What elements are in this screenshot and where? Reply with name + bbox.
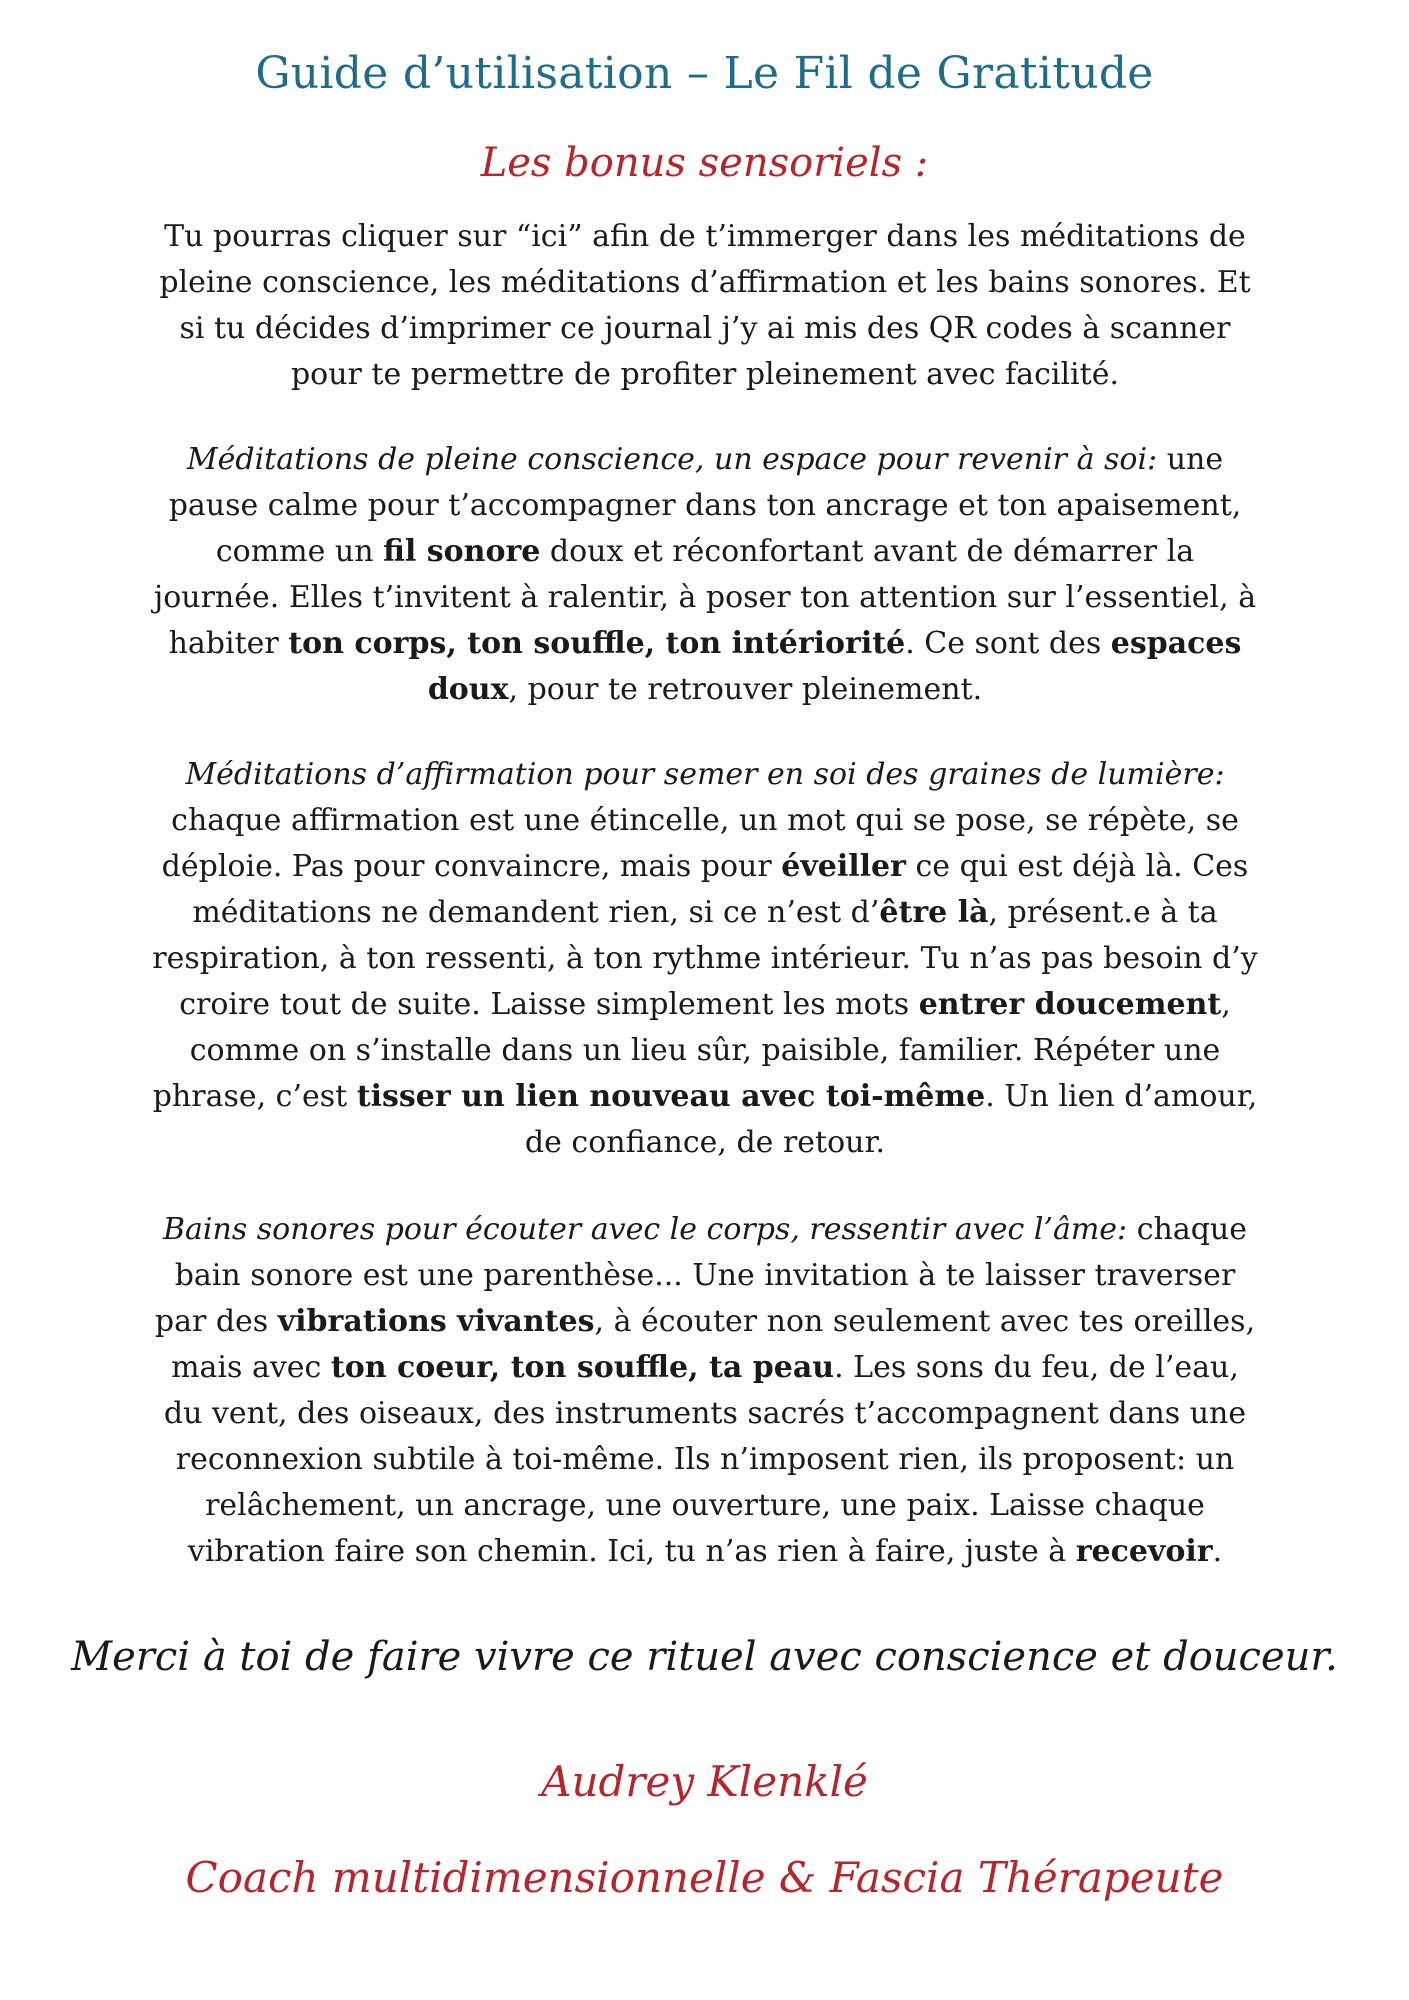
sound-bath-text-4: . — [1212, 1534, 1223, 1569]
affirmation-text-1: chaque affirmation est une étincelle, un mot qui se pose, se répète, se déploie. Pas pour convaincre, mais pour — [161, 803, 1239, 884]
affirmation-text-2: ce qui est déjà là. Ces méditations ne demandent rien, si ce n’est d’ — [192, 849, 1249, 930]
affirmation-text-3: , présent.e à ta respiration, à ton ressenti, à ton rythme intérieur. Tu n’as pas besoin d’y croire tout de suite. Laisse simplement les mots — [152, 895, 1258, 1022]
mindfulness-bold-1: fil sonore — [383, 534, 541, 569]
affirmation-lead: Méditations d’affirmation pour semer en soi des graines de lumière: — [185, 757, 1225, 792]
sound-bath-text-3: . Les sons du feu, de l’eau, du vent, des oiseaux, des instruments sacrés t’accompagnent dans une reconnexion subtile à toi-même. Ils n’imposent rien, ils proposent: un relâchement, un ancrage, une ouverture, une paix. Laisse chaque vibration faire son chemin. Ici, tu n’as rien à faire, juste à — [163, 1350, 1247, 1569]
sound-bath-bold-3: recevoir — [1075, 1534, 1213, 1569]
sound-bath-text-1: chaque bain sonore est une parenthèse... Une invitation à te laisser traverser par des — [154, 1212, 1247, 1339]
thanks-line: Merci à toi de faire vivre ce rituel avec conscience et douceur. — [71, 1634, 1338, 1680]
sound-bath-bold-2: ton coeur, ton souffle, ta peau — [330, 1350, 835, 1385]
mindfulness-text-3: . Ce sont des — [905, 626, 1111, 661]
affirmation-text-4: , comme on s’installe dans un lieu sûr, paisible, familier. Répéter une phrase, c’est — [152, 987, 1231, 1114]
affirmation-text-5: . Un lien d’amour, de confiance, de retour. — [524, 1079, 1258, 1160]
author-role: Coach multidimensionnelle & Fascia Thérapeute — [185, 1853, 1224, 1902]
affirmation-bold-1: éveiller — [781, 849, 906, 884]
sound-bath-bold-1: vibrations vivantes — [277, 1304, 595, 1339]
mindfulness-paragraph — [150, 437, 1260, 713]
affirmation-bold-4: tisser un lien nouveau avec toi-même — [356, 1079, 986, 1114]
sound-bath-text-2: , à écouter non seulement avec tes oreilles, mais avec — [171, 1304, 1256, 1385]
sound-bath-paragraph — [150, 1207, 1260, 1575]
section-subtitle: Les bonus sensoriels : — [480, 140, 929, 186]
author-name: Audrey Klenklé — [541, 1757, 868, 1806]
intro-paragraph: Tu pourras cliquer sur “ici” afin de t’immerger dans les méditations de pleine conscience, les méditations d’affirmation et les bains sonores. Et si tu décides d’imprimer ce journal j’y ai mis des QR codes à scanner pour te permettre de profiter pleinement avec facilité. — [159, 219, 1251, 392]
mindfulness-bold-2: ton corps, ton souffle, ton intériorité — [288, 626, 906, 661]
affirmation-bold-3: entrer doucement — [918, 987, 1222, 1022]
mindfulness-text-2: doux et réconfortant avant de démarrer la journée. Elles t’invitent à ralentir, à poser ton attention sur l’essentiel, à habiter — [153, 534, 1257, 661]
sound-bath-lead: Bains sonores pour écouter avec le corps, ressentir avec l’âme: — [163, 1212, 1128, 1247]
page-title: Guide d’utilisation – Le Fil de Gratitude — [255, 48, 1154, 99]
affirmation-paragraph — [150, 752, 1260, 1166]
affirmation-bold-2: être là — [879, 895, 989, 930]
mindfulness-text-1: une pause calme pour t’accompagner dans ton ancrage et ton apaisement, comme un — [168, 442, 1242, 569]
mindfulness-bold-3: espaces doux — [427, 626, 1242, 707]
mindfulness-text-4: , pour te retrouver pleinement. — [508, 672, 983, 707]
mindfulness-lead: Méditations de pleine conscience, un espace pour revenir à soi: — [186, 442, 1158, 477]
